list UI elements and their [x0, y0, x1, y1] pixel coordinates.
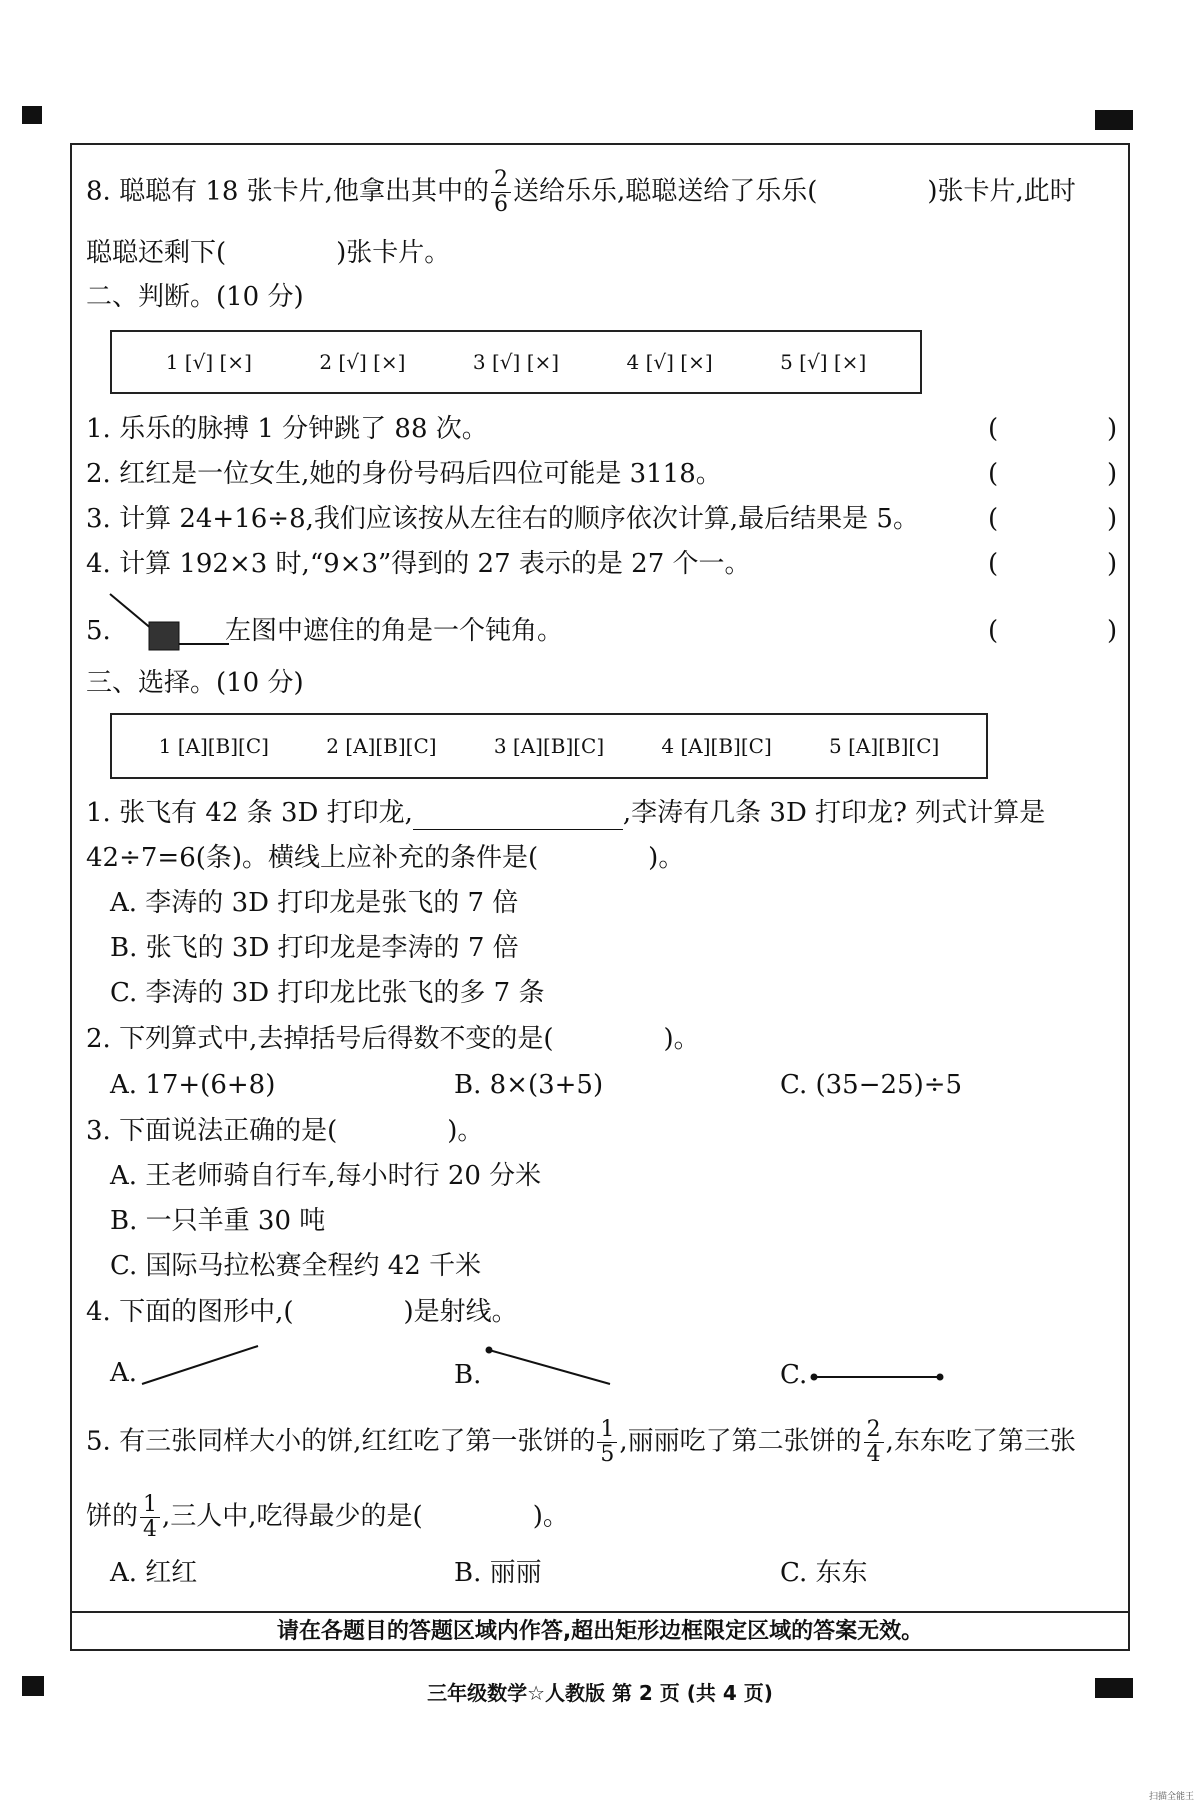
q8-fraction: $\frac{2}{6}$ [491, 168, 511, 217]
section2-title: 二、判断。(10 分) [86, 282, 304, 312]
judgement-paren-5-close[interactable]: ) [1107, 616, 1118, 646]
choice-q4-line1 [86, 1295, 518, 1329]
hidden-angle-figure [105, 590, 235, 660]
choice-q2-text-a: 2. 下列算式中,去掉括号后得数不变的是( [86, 1024, 554, 1054]
q8-text-b: 送给乐乐,聪聪送给了乐乐( [512, 176, 818, 207]
judgement-bubble-1[interactable]: 1 [√] [×] [165, 350, 252, 374]
judgement-bubble-4[interactable]: 4 [√] [×] [626, 350, 713, 374]
judgement-paren-1-close[interactable]: ) [1107, 414, 1118, 444]
judgement-paren-3-close[interactable]: ) [1107, 504, 1118, 534]
choice-q4-text-a: 4. 下面的图形中,( [86, 1297, 294, 1327]
choice-q5-fraction-2: $\frac{2}{4}$ [864, 1418, 884, 1467]
registration-marker-top-left [22, 106, 42, 124]
choice-q5-text-b: ,丽丽吃了第二张饼的 [619, 1426, 862, 1457]
choice-q1-text-b: ,李涛有几条 3D 打印龙? 列式计算是 [622, 798, 1046, 828]
segment-figure-c [806, 1370, 946, 1384]
choice-q5-text-a: 5. 有三张同样大小的饼,红红吃了第一张饼的 [86, 1426, 596, 1457]
choice-q2-option-a[interactable]: A. 17+(6+8) [110, 1070, 276, 1100]
q8-line2-a: 聪聪还剩下( [86, 238, 227, 268]
choice-q4-text-b: )是射线。 [403, 1297, 518, 1327]
judgement-paren-1-open[interactable]: ( [988, 414, 999, 444]
choice-q3-option-b[interactable]: B. 一只羊重 30 吨 [110, 1206, 326, 1236]
q8-text-c: )张卡片,此时 [927, 176, 1076, 207]
scanner-watermark: 扫描全能王 [1148, 1792, 1194, 1802]
judgement-item-1: 1. 乐乐的脉搏 1 分钟跳了 88 次。 [86, 414, 488, 444]
choice-q1-line2-a: 42÷7=6(条)。横线上应补充的条件是( [86, 843, 539, 873]
choice-q3-option-a[interactable]: A. 王老师骑自行车,每小时行 20 分米 [110, 1161, 542, 1191]
judgement-paren-2-open[interactable]: ( [988, 459, 999, 489]
answer-area-notice: 请在各题目的答题区域内作答,超出矩形边框限定区域的答案无效。 [70, 1611, 1130, 1651]
choice-q5-line2-c: )。 [532, 1501, 569, 1532]
choice-q1-option-b[interactable]: B. 张飞的 3D 打印龙是李涛的 7 倍 [110, 933, 519, 963]
judgement-bubble-2[interactable]: 2 [√] [×] [319, 350, 406, 374]
choice-q5-option-b[interactable]: B. 丽丽 [454, 1558, 542, 1588]
choice-q5-option-c[interactable]: C. 东东 [780, 1558, 868, 1588]
choice-q2-line1 [86, 1022, 700, 1056]
choice-q5-line1 [86, 1418, 1076, 1467]
choice-bubble-box [110, 713, 988, 779]
registration-marker-top-right [1095, 110, 1133, 130]
line-segment-figure-a [140, 1340, 265, 1390]
judgement-paren-2-close[interactable]: ) [1107, 459, 1118, 489]
q8-line1 [86, 168, 1076, 217]
choice-q2-text-b: )。 [663, 1024, 700, 1054]
choice-q2-option-b[interactable]: B. 8×(3+5) [454, 1070, 604, 1100]
choice-bubble-3[interactable]: 3 [A][B][C] [493, 734, 605, 758]
choice-q5-fraction-3: $\frac{1}{4}$ [140, 1493, 160, 1542]
choice-q1-blank[interactable] [413, 805, 623, 830]
choice-bubble-1[interactable]: 1 [A][B][C] [158, 734, 269, 758]
ray-figure-b [480, 1340, 615, 1390]
judgement-item-2: 2. 红红是一位女生,她的身份号码后四位可能是 3118。 [86, 459, 722, 489]
choice-q5-line2-a: 饼的 [86, 1501, 139, 1532]
judgement-item-5-text: 左图中遮住的角是一个钝角。 [225, 616, 564, 646]
choice-q1-line2 [86, 841, 684, 875]
judgement-paren-4-open[interactable]: ( [988, 549, 999, 579]
choice-bubble-4[interactable]: 4 [A][B][C] [661, 734, 772, 758]
section3-title: 三、选择。(10 分) [86, 668, 304, 698]
choice-q1-option-a[interactable]: A. 李涛的 3D 打印龙是张飞的 7 倍 [110, 888, 519, 918]
choice-q3-line1 [86, 1114, 483, 1148]
choice-q5-line2 [86, 1493, 569, 1542]
judgement-paren-3-open[interactable]: ( [988, 504, 999, 534]
q8-line2 [86, 236, 450, 270]
judgement-bubble-3[interactable]: 3 [√] [×] [472, 350, 560, 374]
choice-q4-option-a[interactable]: A. [110, 1358, 138, 1388]
choice-q3-option-c[interactable]: C. 国际马拉松赛全程约 42 千米 [110, 1251, 482, 1281]
choice-q1-option-c[interactable]: C. 李涛的 3D 打印龙比张飞的多 7 条 [110, 978, 545, 1008]
choice-q1-text-a: 1. 张飞有 42 条 3D 打印龙, [86, 798, 413, 828]
choice-q3-text-b: )。 [447, 1116, 484, 1146]
judgement-bubble-box [110, 330, 922, 394]
choice-q3-text-a: 3. 下面说法正确的是( [86, 1116, 338, 1146]
q8-line2-b: )张卡片。 [336, 238, 451, 268]
choice-q5-line2-b: ,三人中,吃得最少的是( [162, 1501, 423, 1532]
choice-q1-line2-b: )。 [648, 843, 685, 873]
choice-bubble-2[interactable]: 2 [A][B][C] [326, 734, 437, 758]
judgement-item-5-number: 5. [86, 616, 111, 646]
judgement-item-4: 4. 计算 192×3 时,“9×3”得到的 27 表示的是 27 个一。 [86, 549, 751, 579]
judgement-bubble-5[interactable]: 5 [√] [×] [780, 350, 867, 374]
choice-q4-option-c[interactable]: C. [780, 1360, 808, 1390]
choice-q2-option-c[interactable]: C. (35−25)÷5 [780, 1070, 963, 1100]
choice-q5-option-a[interactable]: A. 红红 [110, 1558, 198, 1588]
page-footer: 三年级数学☆人教版 第 2 页 (共 4 页) [427, 1681, 773, 1705]
judgement-item-3: 3. 计算 24+16÷8,我们应该按从左往右的顺序依次计算,最后结果是 5。 [86, 504, 919, 534]
choice-q4-option-b[interactable]: B. [454, 1360, 482, 1390]
judgement-paren-4-close[interactable]: ) [1107, 549, 1118, 579]
q8-text-a: 8. 聪聪有 18 张卡片,他拿出其中的 [86, 176, 489, 207]
choice-q1-line1 [86, 796, 1045, 830]
choice-q5-fraction-1: $\frac{1}{5}$ [597, 1418, 617, 1467]
choice-q5-text-c: ,东东吃了第三张 [885, 1426, 1076, 1457]
judgement-paren-5-open[interactable]: ( [988, 616, 999, 646]
choice-bubble-5[interactable]: 5 [A][B][C] [829, 734, 940, 758]
